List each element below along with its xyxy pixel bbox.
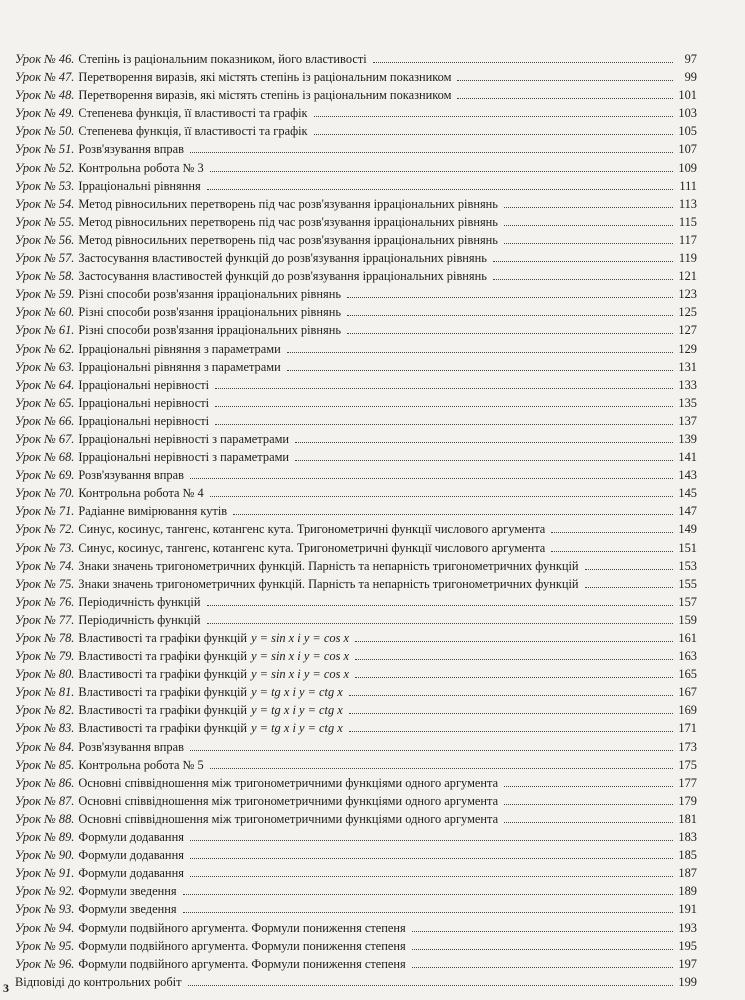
toc-entry xyxy=(15,919,697,937)
toc-entry xyxy=(15,68,697,86)
lesson-title: Властивості та графіки функцій xyxy=(78,703,248,718)
lesson-number: Урок № 66. xyxy=(15,413,75,428)
lesson-number: Урок № 67. xyxy=(15,431,75,446)
page-ref: 145 xyxy=(678,486,697,501)
dot-leader xyxy=(215,405,673,407)
dot-leader xyxy=(183,911,673,913)
page-ref: 187 xyxy=(678,866,697,881)
dot-leader xyxy=(504,821,673,823)
dot-leader xyxy=(412,930,673,932)
page-ref: 109 xyxy=(678,160,697,175)
dot-leader xyxy=(190,477,673,479)
lesson-number: Урок № 46. xyxy=(15,52,75,66)
dot-leader xyxy=(504,803,673,805)
dot-leader xyxy=(314,133,673,135)
dot-leader xyxy=(504,242,673,244)
toc-entry xyxy=(15,249,697,267)
page-ref: 115 xyxy=(678,214,697,229)
toc-entry xyxy=(15,502,697,520)
dot-leader xyxy=(355,676,673,678)
lesson-title: Степенева функція, її властивості та графік xyxy=(78,106,308,121)
page-ref: 111 xyxy=(679,178,697,193)
lesson-title: Періодичність функцій xyxy=(78,612,201,627)
page-ref: 163 xyxy=(678,649,697,664)
lesson-number: Урок № 83. xyxy=(15,721,75,736)
lesson-title: Основні співвідношення між тригонометричними функціями одного аргумента xyxy=(78,811,499,826)
toc-entry xyxy=(15,177,697,195)
toc-entry xyxy=(15,159,697,177)
dot-leader xyxy=(504,206,673,208)
lesson-title: Знаки значень тригонометричних функцій. Парність та непарність тригонометричних функцій xyxy=(78,576,579,591)
lesson-title: Контрольна робота № 3 xyxy=(78,160,204,175)
lesson-title: Різні способи розв'язання ірраціональних рівнянь xyxy=(78,305,342,320)
lesson-title: Перетворення виразів, які містять степінь із раціональним показником xyxy=(78,70,452,85)
toc-entry xyxy=(15,810,697,828)
lesson-title: Ірраціональні рівняння з параметрами xyxy=(78,341,281,356)
lesson-title: Радіанне вимірювання кутів xyxy=(78,504,228,519)
lesson-title: Формули зведення xyxy=(78,884,177,899)
toc-entry xyxy=(15,647,697,665)
page-ref: 121 xyxy=(678,269,697,284)
lesson-title: Формули додавання xyxy=(78,848,184,863)
dot-leader xyxy=(190,875,673,877)
lesson-number: Урок № 55. xyxy=(15,214,75,229)
lesson-number: Урок № 54. xyxy=(15,196,75,211)
dot-leader xyxy=(183,893,673,895)
dot-leader xyxy=(373,61,673,63)
dot-leader xyxy=(349,712,673,714)
lesson-title: Степенева функція, її властивості та графік xyxy=(78,124,308,139)
dot-leader xyxy=(295,441,673,443)
lesson-number: Урок № 91. xyxy=(15,866,75,881)
lesson-title: Синус, косинус, тангенс, котангенс кута. Тригонометричні функції числового аргумента xyxy=(78,522,546,537)
page-ref: 97 xyxy=(684,52,697,66)
lesson-title: Формули додавання xyxy=(78,830,184,845)
lesson-title: Перетворення виразів, які містять степінь із раціональним показником xyxy=(78,88,452,103)
toc-entry xyxy=(15,629,697,647)
dot-leader xyxy=(457,97,673,99)
page-ref: 117 xyxy=(678,232,697,247)
dot-leader xyxy=(233,513,673,515)
toc-entry xyxy=(15,358,697,376)
lesson-number: Урок № 90. xyxy=(15,848,75,863)
lesson-title: Відповіді до контрольних робіт xyxy=(15,974,182,989)
lesson-number: Урок № 89. xyxy=(15,830,75,845)
toc-entry xyxy=(15,448,697,466)
toc-entry xyxy=(15,828,697,846)
page-ref: 175 xyxy=(678,757,697,772)
lesson-number: Урок № 57. xyxy=(15,251,75,266)
dot-leader xyxy=(504,785,673,787)
lesson-number: Урок № 53. xyxy=(15,178,75,193)
lesson-number: Урок № 74. xyxy=(15,558,75,573)
lesson-number: Урок № 47. xyxy=(15,70,75,85)
formula: y = sin x і y = cos x xyxy=(251,667,349,682)
toc-entry xyxy=(15,557,697,575)
toc-entry xyxy=(15,539,697,557)
lesson-number: Урок № 78. xyxy=(15,631,75,645)
page-ref: 125 xyxy=(678,305,697,320)
dot-leader xyxy=(457,79,673,81)
lesson-number: Урок № 59. xyxy=(15,287,75,302)
lesson-title: Формули зведення xyxy=(78,902,177,917)
toc-entry xyxy=(15,267,697,285)
toc-entry xyxy=(15,86,697,104)
lesson-title: Ірраціональні нерівності xyxy=(78,413,210,428)
lesson-title: Ірраціональні рівняння xyxy=(78,178,201,193)
formula: y = tg x і y = ctg x xyxy=(251,685,343,700)
dot-leader xyxy=(551,531,673,533)
toc-entry xyxy=(15,231,697,249)
page-ref: 157 xyxy=(678,594,697,609)
dot-leader xyxy=(349,730,673,732)
page-ref: 129 xyxy=(678,341,697,356)
dot-leader xyxy=(190,151,673,153)
page-ref: 185 xyxy=(678,848,697,863)
lesson-number: Урок № 64. xyxy=(15,377,75,392)
dot-leader xyxy=(295,459,673,461)
dot-leader xyxy=(215,387,673,389)
toc-entry xyxy=(15,484,697,502)
page-ref: 181 xyxy=(678,811,697,826)
lesson-title: Властивості та графіки функцій xyxy=(78,631,248,645)
page-ref: 169 xyxy=(678,703,697,718)
toc-entry xyxy=(15,955,697,973)
dot-leader xyxy=(349,694,673,696)
lesson-number: Урок № 75. xyxy=(15,576,75,591)
lesson-number: Урок № 86. xyxy=(15,775,75,790)
lesson-number: Урок № 92. xyxy=(15,884,75,899)
dot-leader xyxy=(493,260,673,262)
lesson-number: Урок № 88. xyxy=(15,811,75,826)
dot-leader xyxy=(190,857,673,859)
toc-entry xyxy=(15,683,697,701)
formula: y = tg x і y = ctg x xyxy=(251,721,343,736)
lesson-title: Основні співвідношення між тригонометричними функціями одного аргумента xyxy=(78,775,499,790)
dot-leader xyxy=(287,369,673,371)
formula: y = sin x і y = cos x xyxy=(251,649,349,664)
lesson-number: Урок № 48. xyxy=(15,88,75,103)
lesson-title: Ірраціональні нерівності з параметрами xyxy=(78,450,290,465)
toc-entry xyxy=(15,394,697,412)
lesson-title: Формули подвійного аргумента. Формули пониження степеня xyxy=(78,920,406,935)
page-ref: 105 xyxy=(678,124,697,139)
page-ref: 167 xyxy=(678,685,697,700)
lesson-number: Урок № 51. xyxy=(15,142,75,157)
lesson-title: Різні способи розв'язання ірраціональних рівнянь xyxy=(78,323,342,338)
lesson-number: Урок № 52. xyxy=(15,160,75,175)
lesson-number: Урок № 87. xyxy=(15,793,75,808)
lesson-number: Урок № 70. xyxy=(15,486,75,501)
lesson-number: Урок № 65. xyxy=(15,395,75,410)
toc-entry xyxy=(15,846,697,864)
page-ref: 135 xyxy=(678,395,697,410)
lesson-title: Ірраціональні нерівності xyxy=(78,377,210,392)
toc-entry xyxy=(15,122,697,140)
page-ref: 189 xyxy=(678,884,697,899)
dot-leader xyxy=(210,767,673,769)
page-ref: 179 xyxy=(678,793,697,808)
lesson-number: Урок № 61. xyxy=(15,323,75,338)
toc-entry xyxy=(15,973,697,991)
lesson-title: Формули подвійного аргумента. Формули пониження степеня xyxy=(78,956,406,971)
lesson-number: Урок № 56. xyxy=(15,232,75,247)
toc-entry xyxy=(15,285,697,303)
toc-entry xyxy=(15,50,697,68)
table-of-contents xyxy=(15,50,697,991)
lesson-number: Урок № 95. xyxy=(15,938,75,953)
lesson-title: Розв'язування вправ xyxy=(78,739,184,754)
dot-leader xyxy=(585,586,673,588)
lesson-title: Властивості та графіки функцій xyxy=(78,685,248,700)
page-ref: 193 xyxy=(678,920,697,935)
toc-entry xyxy=(15,575,697,593)
toc-entry xyxy=(15,593,697,611)
page-ref: 191 xyxy=(678,902,697,917)
page-ref: 151 xyxy=(678,540,697,555)
page-ref: 103 xyxy=(678,106,697,121)
dot-leader xyxy=(585,568,673,570)
lesson-number: Урок № 82. xyxy=(15,703,75,718)
dot-leader xyxy=(215,423,673,425)
page-ref: 153 xyxy=(678,558,697,573)
lesson-number: Урок № 73. xyxy=(15,540,75,555)
lesson-number: Урок № 93. xyxy=(15,902,75,917)
lesson-number: Урок № 68. xyxy=(15,450,75,465)
lesson-number: Урок № 60. xyxy=(15,305,75,320)
page-ref: 113 xyxy=(678,196,697,211)
lesson-number: Урок № 81. xyxy=(15,685,75,700)
toc-entry xyxy=(15,466,697,484)
lesson-title: Застосування властивостей функцій до розв'язування ірраціональних рівнянь xyxy=(78,269,487,284)
dot-leader xyxy=(188,984,673,986)
lesson-number: Урок № 77. xyxy=(15,612,75,627)
toc-entry xyxy=(15,303,697,321)
dot-leader xyxy=(207,604,673,606)
dot-leader xyxy=(287,351,673,353)
lesson-title: Застосування властивостей функцій до розв'язування ірраціональних рівнянь xyxy=(78,251,487,266)
page-ref: 127 xyxy=(678,323,697,338)
page-ref: 165 xyxy=(678,667,697,682)
lesson-number: Урок № 85. xyxy=(15,757,75,772)
lesson-number: Урок № 76. xyxy=(15,594,75,609)
lesson-title: Контрольна робота № 5 xyxy=(78,757,204,772)
lesson-title: Метод рівносильних перетворень під час розв'язування ірраціональних рівнянь xyxy=(78,196,498,211)
lesson-number: Урок № 96. xyxy=(15,956,75,971)
page-ref: 155 xyxy=(678,576,697,591)
toc-entry xyxy=(15,774,697,792)
page-ref: 137 xyxy=(678,413,697,428)
dot-leader xyxy=(210,495,673,497)
page-ref: 133 xyxy=(678,377,697,392)
page-ref: 123 xyxy=(678,287,697,302)
dot-leader xyxy=(355,658,673,660)
page-ref: 161 xyxy=(678,631,697,645)
lesson-number: Урок № 63. xyxy=(15,359,75,374)
toc-entry xyxy=(15,140,697,158)
lesson-title: Ірраціональні нерівності xyxy=(78,395,210,410)
lesson-number: Урок № 58. xyxy=(15,269,75,284)
lesson-title: Властивості та графіки функцій xyxy=(78,721,248,736)
lesson-title: Періодичність функцій xyxy=(78,594,201,609)
page-number: 3 xyxy=(3,981,9,995)
lesson-title: Різні способи розв'язання ірраціональних рівнянь xyxy=(78,287,342,302)
lesson-title: Властивості та графіки функцій xyxy=(78,667,248,682)
page-ref: 171 xyxy=(678,721,697,736)
page-ref: 197 xyxy=(678,956,697,971)
toc-entry xyxy=(15,412,697,430)
page-ref: 101 xyxy=(678,88,697,103)
dot-leader xyxy=(190,839,673,841)
lesson-title: Розв'язування вправ xyxy=(78,468,184,483)
lesson-number: Урок № 80. xyxy=(15,667,75,682)
lesson-title: Метод рівносильних перетворень під час розв'язування ірраціональних рівнянь xyxy=(78,214,498,229)
dot-leader xyxy=(347,314,673,316)
dot-leader xyxy=(355,640,673,642)
lesson-number: Урок № 72. xyxy=(15,522,75,537)
dot-leader xyxy=(412,948,673,950)
dot-leader xyxy=(314,115,673,117)
toc-entry xyxy=(15,882,697,900)
lesson-title: Степінь із раціональним показником, його властивості xyxy=(78,52,367,66)
toc-entry xyxy=(15,756,697,774)
lesson-title: Основні співвідношення між тригонометричними функціями одного аргумента xyxy=(78,793,499,808)
dot-leader xyxy=(207,188,673,190)
toc-entry xyxy=(15,701,697,719)
toc-entry xyxy=(15,195,697,213)
page-ref: 119 xyxy=(678,251,697,266)
lesson-title: Формули подвійного аргумента. Формули пониження степеня xyxy=(78,938,406,953)
lesson-title: Метод рівносильних перетворень під час розв'язування ірраціональних рівнянь xyxy=(78,232,498,247)
page-ref: 177 xyxy=(678,775,697,790)
dot-leader xyxy=(210,170,673,172)
dot-leader xyxy=(551,550,673,552)
lesson-title: Ірраціональні нерівності з параметрами xyxy=(78,431,290,446)
lesson-number: Урок № 84. xyxy=(15,739,75,754)
lesson-title: Ірраціональні рівняння з параметрами xyxy=(78,359,281,374)
dot-leader xyxy=(347,332,673,334)
dot-leader xyxy=(207,622,673,624)
toc-entry xyxy=(15,792,697,810)
page-ref: 107 xyxy=(678,142,697,157)
toc-entry xyxy=(15,520,697,538)
lesson-number: Урок № 49. xyxy=(15,106,75,121)
dot-leader xyxy=(412,966,673,968)
lesson-title: Контрольна робота № 4 xyxy=(78,486,204,501)
page-ref: 199 xyxy=(678,974,697,989)
toc-entry xyxy=(15,611,697,629)
lesson-title: Формули додавання xyxy=(78,866,184,881)
lesson-title: Знаки значень тригонометричних функцій. Парність та непарність тригонометричних функцій xyxy=(78,558,579,573)
toc-entry xyxy=(15,213,697,231)
dot-leader xyxy=(190,749,673,751)
toc-entry xyxy=(15,719,697,737)
page-ref: 141 xyxy=(678,450,697,465)
toc-entry xyxy=(15,321,697,339)
page-ref: 143 xyxy=(678,468,697,483)
lesson-number: Урок № 71. xyxy=(15,504,75,519)
dot-leader xyxy=(504,224,673,226)
page-ref: 149 xyxy=(678,522,697,537)
toc-entry xyxy=(15,864,697,882)
dot-leader xyxy=(493,278,673,280)
toc-entry xyxy=(15,738,697,756)
toc-entry xyxy=(15,340,697,358)
toc-entry xyxy=(15,665,697,683)
lesson-number: Урок № 62. xyxy=(15,341,75,356)
page-ref: 99 xyxy=(684,70,697,85)
lesson-number: Урок № 79. xyxy=(15,649,75,664)
page-ref: 159 xyxy=(678,612,697,627)
toc-entry xyxy=(15,937,697,955)
toc-entry xyxy=(15,376,697,394)
lesson-title: Розв'язування вправ xyxy=(78,142,184,157)
lesson-title: Властивості та графіки функцій xyxy=(78,649,248,664)
toc-entry xyxy=(15,430,697,448)
formula: y = sin x і y = cos x xyxy=(251,631,349,645)
toc-entry xyxy=(15,900,697,918)
page-ref: 183 xyxy=(678,830,697,845)
page-ref: 195 xyxy=(678,938,697,953)
lesson-number: Урок № 50. xyxy=(15,124,75,139)
toc-entry xyxy=(15,104,697,122)
lesson-title: Синус, косинус, тангенс, котангенс кута. Тригонометричні функції числового аргумента xyxy=(78,540,546,555)
formula: y = tg x і y = ctg x xyxy=(251,703,343,718)
page-ref: 139 xyxy=(678,431,697,446)
page-ref: 131 xyxy=(678,359,697,374)
dot-leader xyxy=(347,296,673,298)
page-ref: 173 xyxy=(678,739,697,754)
page-ref: 147 xyxy=(678,504,697,519)
lesson-number: Урок № 69. xyxy=(15,468,75,483)
lesson-number: Урок № 94. xyxy=(15,920,75,935)
